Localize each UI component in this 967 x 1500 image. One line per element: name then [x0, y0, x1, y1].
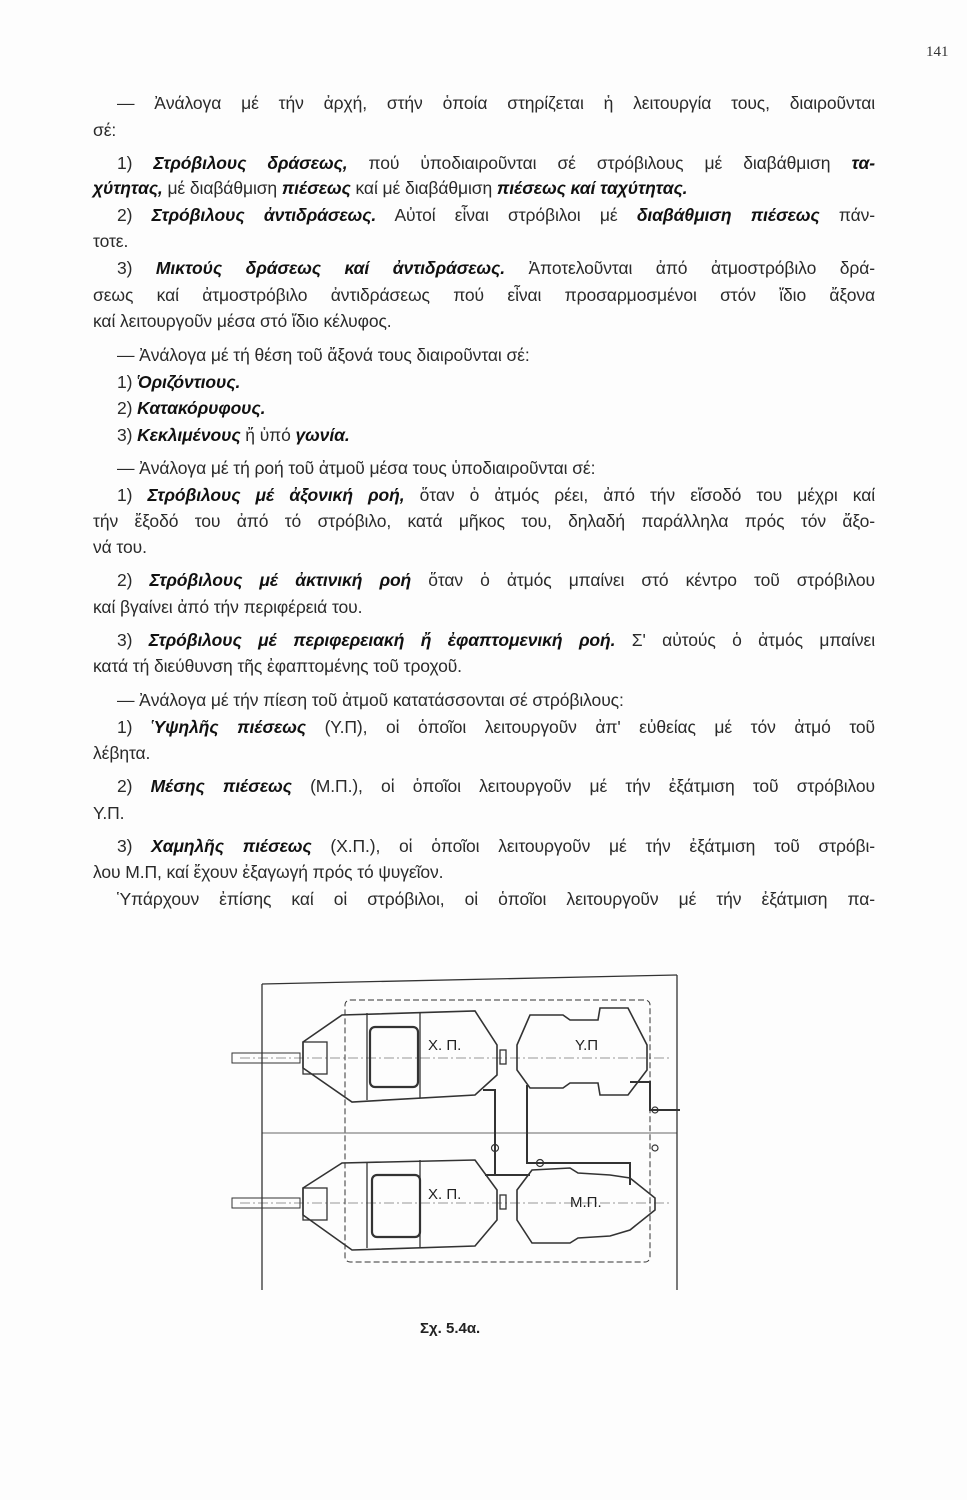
- emphasized-term: Ὑψηλῆς πιέσεως: [150, 717, 306, 737]
- text-run: 2): [117, 205, 152, 225]
- emphasized-term: Στρόβιλους μέ περιφερειακή ἤ ἐφαπτομενική ροή.: [148, 630, 616, 650]
- text-run: Αὐτοί εἶναι στρόβιλοι μέ: [376, 205, 637, 225]
- text-run: πού ὑποδιαιροῦνται σέ στρόβιλους μέ διαβάθμιση: [347, 153, 852, 173]
- text-run: τοτε.: [93, 231, 129, 251]
- text-run: 3): [117, 630, 149, 650]
- text-run: 1): [117, 153, 154, 173]
- emphasized-term: τα-: [851, 153, 875, 173]
- emphasized-term: Χαμηλῆς πιέσεως: [151, 836, 312, 856]
- text-run: 3): [117, 258, 156, 278]
- emphasized-term: Κεκλιμένους: [137, 425, 241, 445]
- text-run: σεως καί ἀτμοστρόβιλο ἀντιδράσεως πού εἶναι προσαρμοσμένοι στόν ἴδιο ἄξονα: [93, 285, 875, 305]
- emphasized-term: πιέσεως καί ταχύτητας.: [496, 178, 688, 198]
- text-run: — Ἀνάλογα μέ τήν ἀρχή, στήν ὁποία στηρίζεται ἡ λειτουργία τους, διαιροῦνται: [117, 93, 875, 113]
- lp-turbine-bottom: [303, 1160, 497, 1250]
- text-run: Υ.Π.: [93, 803, 125, 823]
- label-lp-top: Χ. Π.: [428, 1037, 462, 1054]
- text-run: 3): [117, 836, 152, 856]
- text-run: κατά τή διεύθυνση τῆς ἐφαπτομένης τοῦ τροχοῦ.: [93, 656, 462, 676]
- emphasized-term: Μικτούς δράσεως καί ἀντιδράσεως.: [155, 258, 505, 278]
- text-run: 3): [117, 425, 138, 445]
- text-run: μέ διαβάθμιση: [162, 178, 282, 198]
- emphasized-term: Στρόβιλους δράσεως,: [153, 153, 348, 173]
- emphasized-term: Ὁριζόντιους.: [137, 372, 241, 392]
- text-run: Σ' αὐτούς ὁ ἀτμός μπαίνει: [615, 630, 875, 650]
- diagram-frame: [240, 975, 677, 1290]
- emphasized-term: Κατακόρυφους.: [137, 398, 266, 418]
- steam-piping: [483, 1082, 680, 1185]
- text-run: 2): [117, 570, 150, 590]
- text-run: λου Μ.Π, καί ἔχουν ἐξαγωγή πρός τό ψυγεῖον.: [93, 862, 444, 882]
- text-run: Ὑπάρχουν ἐπίσης καί οἱ στρόβιλοι, οἱ ὁποῖοι λειτουργοῦν μέ τήν ἐξάτμιση πα-: [117, 889, 875, 909]
- emphasized-term: Στρόβιλους μέ ἀκτινική ροή: [149, 570, 412, 590]
- text-run: σέ:: [93, 120, 117, 140]
- text-run: 1): [117, 485, 148, 505]
- emphasized-term: γωνία.: [295, 425, 350, 445]
- text-run: 1): [117, 372, 138, 392]
- emphasized-term: Στρόβιλους ἀντιδράσεως.: [151, 205, 377, 225]
- text-run: 2): [117, 776, 151, 796]
- text-run: Ἀποτελοῦνται ἀπό ἀτμοστρόβιλο δρά-: [505, 258, 875, 278]
- text-run: τήν ἔξοδό του ἀπό τό στρόβιλο, κατά μῆκος του, δηλαδή παράλληλα πρός τόν ἄξο-: [93, 511, 875, 531]
- text-run: ὅταν ὁ ἀτμός ρέει, ἀπό τήν εἴσοδό του μέχρι καί: [404, 485, 875, 505]
- text-run: 2): [117, 398, 138, 418]
- text-run: (Υ.Π), οἱ ὁποῖοι λειτουργοῦν ἀπ' εὐθείας μέ τόν ἀτμό τοῦ: [306, 717, 876, 737]
- emphasized-term: Στρόβιλους μέ ἀξονική ροή,: [147, 485, 405, 505]
- text-run: (Χ.Π.), οἱ ὁποῖοι λειτουργοῦν μέ τήν ἐξάτμιση τοῦ στρόβι-: [311, 836, 875, 856]
- text-run: καί μέ διαβάθμιση: [350, 178, 497, 198]
- figure-caption: Σχ. 5.4α.: [420, 1320, 481, 1337]
- text-run: λέβητα.: [93, 743, 151, 763]
- text-run: — Ἀνάλογα μέ τή ροή τοῦ ἀτμοῦ μέσα τους ὑποδιαιροῦνται σέ:: [117, 458, 596, 478]
- text-run: ὅταν ὁ ἀτμός μπαίνει στό κέντρο τοῦ στρόβιλου: [411, 570, 875, 590]
- text-run: — Ἀνάλογα μέ τή θέση τοῦ ἄξονά τους διαιροῦνται σέ:: [117, 345, 530, 365]
- text-run: νά του.: [93, 537, 147, 557]
- text-run: — Ἀνάλογα μέ τήν πίεση τοῦ ἀτμοῦ κατατάσσονται σέ στρόβιλους:: [117, 690, 624, 710]
- emphasized-term: χύτητας,: [93, 178, 163, 198]
- lp-turbine-top: [303, 1011, 497, 1102]
- text-run: 1): [117, 717, 151, 737]
- label-hp: Υ.Π: [575, 1037, 599, 1054]
- text-run: πάν-: [819, 205, 875, 225]
- hp-turbine: [500, 1008, 647, 1095]
- label-lp-bottom: Χ. Π.: [428, 1186, 462, 1203]
- emphasized-term: πιέσεως: [281, 178, 351, 198]
- text-run: καί λειτουργοῦν μέσα στό ἴδιο κέλυφος.: [93, 311, 392, 331]
- text-run: καί βγαίνει ἀπό τήν περιφέρειά του.: [93, 597, 363, 617]
- shafts: [232, 1053, 300, 1208]
- label-mp: Μ.Π.: [570, 1194, 602, 1211]
- page-number: 141: [926, 44, 949, 60]
- emphasized-term: διαβάθμιση πιέσεως: [636, 205, 820, 225]
- text-run: ἤ ὑπό: [240, 425, 296, 445]
- emphasized-term: Μέσης πιέσεως: [150, 776, 292, 796]
- text-run: (Μ.Π.), οἱ ὁποῖοι λειτουργοῦν μέ τήν ἐξάτμιση τοῦ στρόβιλου: [291, 776, 876, 796]
